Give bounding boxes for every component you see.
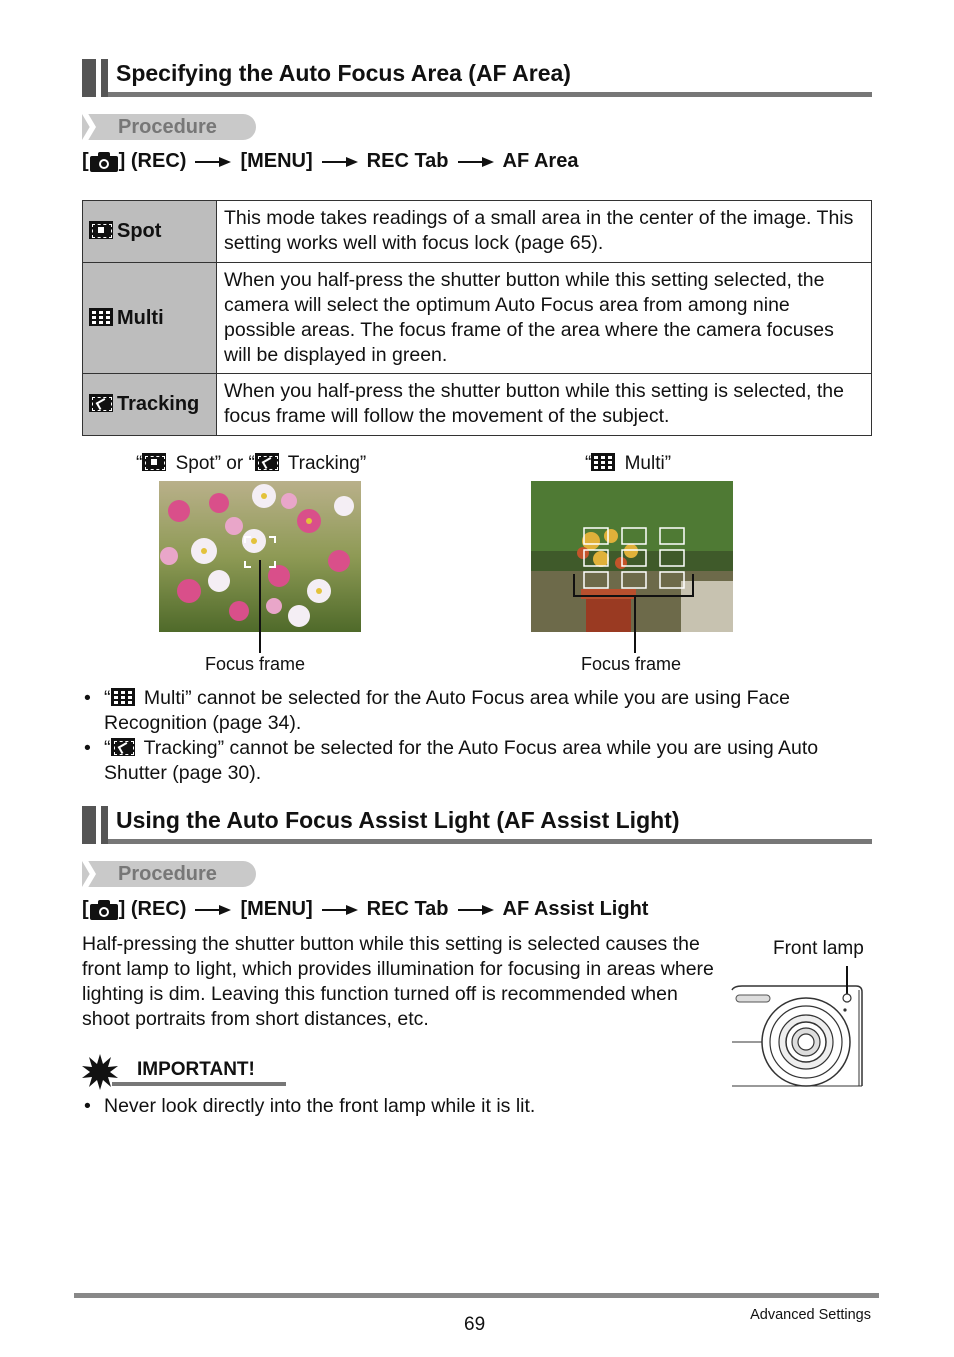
path-rec: ] (REC) [118,150,187,172]
table-row [83,374,872,436]
table-row [83,263,872,374]
af-assist-description: Half-pressing the shutter button while this setting is selected causes the front lamp to light, which provides illumination for focusing in areas where lighting is dim. Leaving this function turned off is recommended when shoot portraits from short distances, etc. [82,933,714,1030]
arrow-right-icon [195,905,231,915]
section-header-af-area [82,59,872,97]
chevron-icon [82,114,96,140]
page-number: 69 [464,1314,486,1335]
spot-icon [142,453,166,471]
callout-bracket [692,574,694,596]
quote: “ [104,737,111,759]
procedure-label [82,114,256,140]
mode-description: When you half-press the shutter button while this setting is selected, the focus frame will follow the movement of the subject. [217,374,872,436]
mode-description: This mode takes readings of a small area in the center of the image. This setting works well with focus lock (page 65). [217,201,872,263]
camera-icon [90,900,118,920]
caption-text: Multi” [619,453,672,474]
bracket-open: [ [82,898,89,920]
af-area-modes-table [82,200,872,436]
section-title: Using the Auto Focus Assist Light (AF Assist Light) [116,807,680,833]
notes-list [82,686,872,786]
quote: “ [136,453,143,474]
bullet: • [84,687,91,709]
list-item [82,736,872,786]
multi-icon [591,453,615,471]
arrow-right-icon [458,157,494,167]
figure-caption-spot-tracking [136,453,366,475]
focus-frame-label: Focus frame [205,654,306,674]
caption-text: Spot” or “ [170,453,255,474]
arrow-right-icon [322,905,358,915]
important-list [82,1094,872,1119]
bullet: • [84,1095,91,1117]
header-bar [82,806,96,844]
mode-name-cell [83,201,217,263]
procedure-text: Procedure [118,863,217,885]
tracking-icon [89,394,113,412]
footer-section-title: Advanced Settings [750,1307,871,1323]
mode-name: Tracking [117,393,200,415]
footer-rule [74,1293,879,1298]
path-menu: [MENU] [240,898,313,920]
mode-description: When you half-press the shutter button while this setting selected, the camera will select the optimum Auto Focus area from among nine possible areas. The focus frame of the area where the camera focuses will be displayed in green. [217,263,872,374]
list-item [82,1094,872,1119]
list-item [82,686,872,736]
caption-text: Tracking” [282,453,367,474]
camera-front-illustration [728,962,868,1090]
callout-line [634,596,636,653]
procedure-label [82,861,256,887]
tracking-icon [255,453,279,471]
chevron-icon [82,861,96,887]
path-item: AF Area [502,150,579,172]
menu-path [82,898,648,921]
arrow-right-icon [322,157,358,167]
header-bar [82,59,96,97]
note-text: Multi” cannot be selected for the Auto Focus area while you are using Face Recognition (page 34). [104,687,790,734]
bullet: • [84,737,91,759]
garden-photo [531,481,733,632]
section-title: Specifying the Auto Focus Area (AF Area) [116,60,571,86]
tracking-icon [111,738,135,756]
callout-bracket [573,574,575,596]
mode-name-cell [83,263,217,374]
arrow-right-icon [458,905,494,915]
quote: “ [585,453,592,474]
bracket-open: [ [82,150,89,172]
table-row [83,201,872,263]
header-rule [108,839,872,844]
important-text: Never look directly into the front lamp while it is lit. [104,1095,536,1117]
figure-caption-multi [585,453,671,475]
path-rec: ] (REC) [118,898,187,920]
callout-line [259,560,261,653]
header-bar [101,806,108,844]
multi-icon [89,308,113,326]
header-bar [101,59,108,97]
front-lamp-label: Front lamp [773,938,864,959]
section-header-af-assist-light [82,806,872,844]
arrow-right-icon [195,157,231,167]
path-tab: REC Tab [366,150,449,172]
important-rule [112,1082,286,1086]
important-header [82,1054,286,1088]
procedure-text: Procedure [118,116,217,138]
menu-path [82,150,578,173]
path-item: AF Assist Light [502,898,649,920]
note-text: Tracking” cannot be selected for the Auto Focus area while you are using Auto Shutter (page 30). [104,737,819,784]
camera-icon [90,152,118,172]
header-rule [108,92,872,97]
path-menu: [MENU] [240,150,313,172]
important-label: IMPORTANT! [137,1059,255,1080]
focus-frame-label: Focus frame [581,654,682,674]
mode-name: Multi [117,306,164,329]
spot-icon [89,221,113,239]
mode-name-cell [83,374,217,436]
multi-icon [111,688,135,706]
path-tab: REC Tab [366,898,449,920]
mode-name: Spot [117,220,162,242]
quote: “ [104,687,111,709]
